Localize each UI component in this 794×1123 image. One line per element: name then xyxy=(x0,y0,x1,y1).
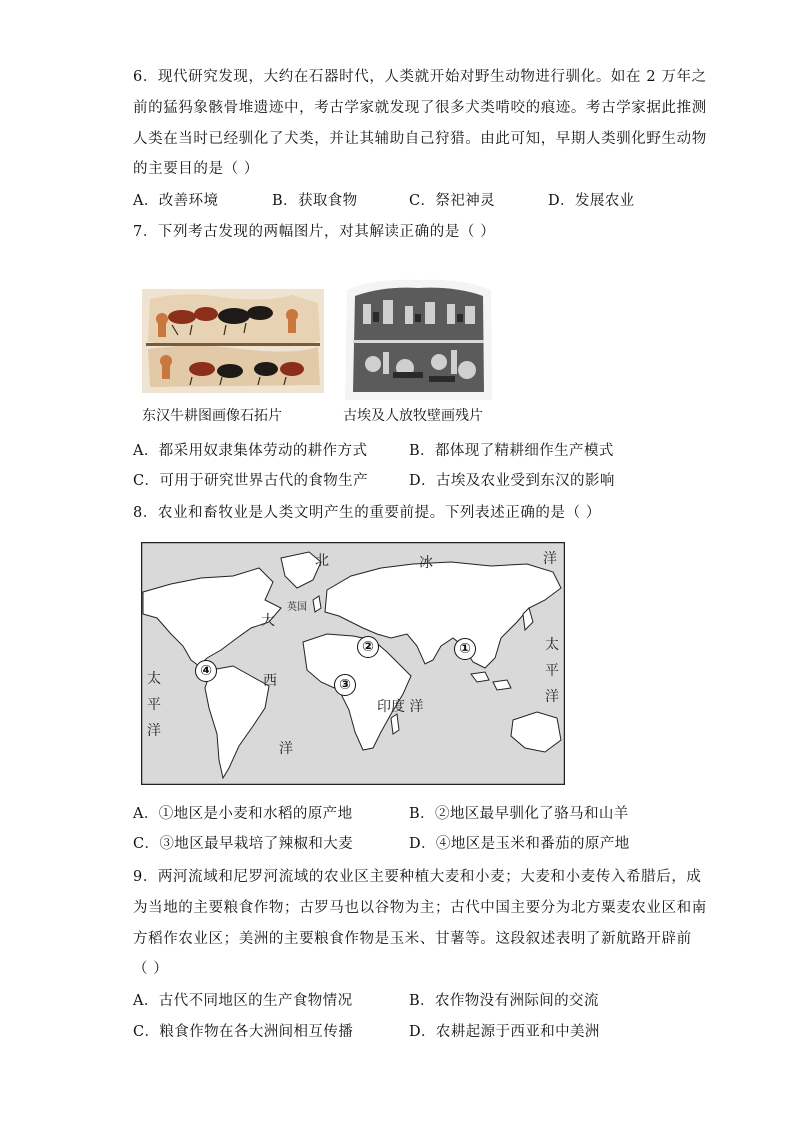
map-label-atlantic-yang: 洋 xyxy=(279,741,293,757)
map-label-pacific-w-ping: 平 xyxy=(147,697,161,713)
q6-stem-line-4: 的主要目的是（ ） xyxy=(133,161,260,177)
map-label-pacific-w-tai: 太 xyxy=(147,671,161,687)
q8-option-c: C．③地区最早栽培了辣椒和大麦 xyxy=(133,836,354,852)
q7-option-c: C．可用于研究世界古代的食物生产 xyxy=(133,473,368,489)
q6-stem-line-3: 人类在当时已经驯化了犬类，并让其辅助自己狩猎。由此可知，早期人类驯化野生动物 xyxy=(133,131,707,147)
q9-stem-line-4: （ ） xyxy=(133,961,169,977)
q6-stem-line-1: 6．现代研究发现，大约在石器时代，人类就开始对野生动物进行驯化。如在 2 万年之 xyxy=(133,69,707,85)
q9-stem-line-3: 方稻作农业区；美洲的主要粮食作物是玉米、甘薯等。这段叙述表明了新航路开辟前 xyxy=(133,931,692,947)
q9-option-c: C．粮食作物在各大洲间相互传播 xyxy=(133,1024,354,1040)
map-label-uk: 英国 xyxy=(287,602,307,613)
q6-option-d: D．发展农业 xyxy=(548,193,635,209)
cattle-fresco-image xyxy=(142,289,324,393)
map-label-ice: 冰 xyxy=(419,555,433,571)
q7-stem: 7．下列考古发现的两幅图片，对其解读正确的是（ ） xyxy=(133,224,496,240)
q6-option-c: C．祭祀神灵 xyxy=(409,193,495,209)
map-label-ocean-ne: 洋 xyxy=(543,551,557,567)
map-label-atlantic-xi: 西 xyxy=(263,673,277,689)
map-marker-1: ① xyxy=(454,638,476,660)
map-marker-2: ② xyxy=(357,636,379,658)
q9-option-a: A．古代不同地区的生产食物情况 xyxy=(133,993,353,1009)
map-label-atlantic-da: 大 xyxy=(261,613,275,629)
world-map xyxy=(141,542,565,785)
map-label-pacific-w-yang: 洋 xyxy=(147,723,161,739)
q9-option-d: D．农耕起源于西亚和中美洲 xyxy=(409,1024,600,1040)
q6-stem-line-2: 前的猛犸象骸骨堆遗迹中，考古学家就发现了很多犬类啃咬的痕迹。考古学家据此推测 xyxy=(133,100,707,116)
map-label-north: 北 xyxy=(315,553,329,569)
q7-option-d: D．古埃及农业受到东汉的影响 xyxy=(409,473,615,489)
q9-stem-line-2: 为当地的主要粮食作物；古罗马也以谷物为主；古代中国主要分为北方粟麦农业区和南 xyxy=(133,900,707,916)
ox-plough-rubbing-image xyxy=(343,276,494,402)
q7-option-b: B．都体现了精耕细作生产模式 xyxy=(409,443,614,459)
map-label-pacific-e-tai: 太 xyxy=(545,637,559,653)
rubbing-caption: 古埃及人放牧壁画残片 xyxy=(343,408,483,424)
q8-option-a: A．①地区是小麦和水稻的原产地 xyxy=(133,806,353,822)
q8-option-b: B．②地区最早驯化了骆马和山羊 xyxy=(409,806,629,822)
q9-stem-line-1: 9．两河流域和尼罗河流域的农业区主要种植大麦和小麦；大麦和小麦传入希腊后，成 xyxy=(133,869,702,885)
q7-option-a: A．都采用奴隶集体劳动的耕作方式 xyxy=(133,443,368,459)
map-marker-3: ③ xyxy=(334,674,356,696)
q8-option-d: D．④地区是玉米和番茄的原产地 xyxy=(409,836,630,852)
q6-option-a: A．改善环境 xyxy=(133,193,219,209)
q6-option-b: B．获取食物 xyxy=(272,193,358,209)
map-label-pacific-e-ping: 平 xyxy=(545,663,559,679)
map-marker-4: ④ xyxy=(195,660,217,682)
map-label-pacific-e-yang: 洋 xyxy=(545,689,559,705)
fresco-caption: 东汉牛耕图画像石拓片 xyxy=(142,408,282,424)
map-label-indian-ocean: 印度 洋 xyxy=(377,699,424,715)
q8-stem: 8．农业和畜牧业是人类文明产生的重要前提。下列表述正确的是（ ） xyxy=(133,505,602,521)
q9-option-b: B．农作物没有洲际间的交流 xyxy=(409,993,599,1009)
